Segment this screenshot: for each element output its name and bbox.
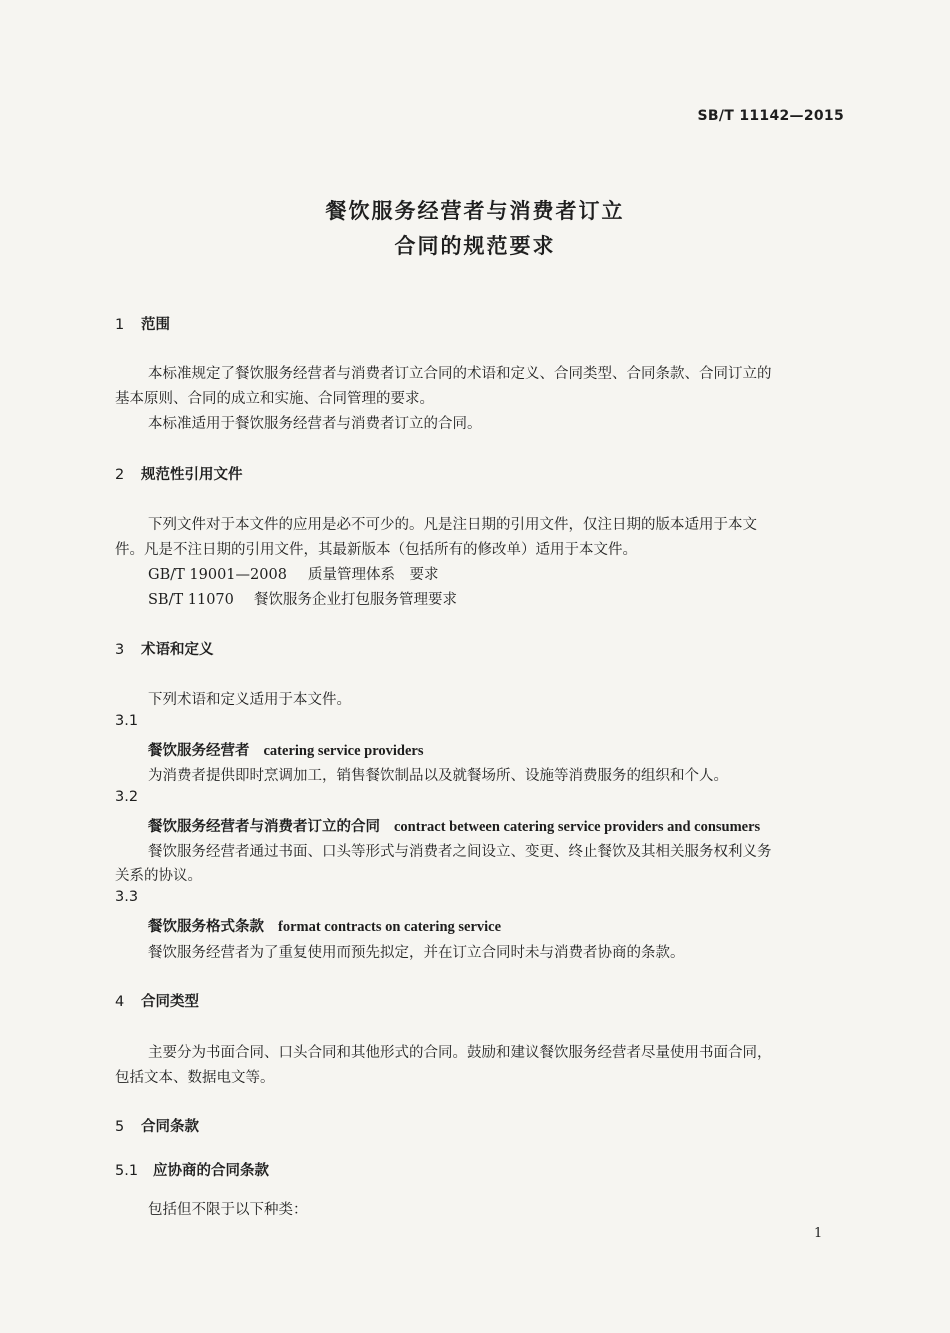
section-5-1-paragraph: 包括但不限于以下种类： bbox=[148, 1202, 308, 1218]
term-definition-line-2: 关系的协议。 bbox=[115, 868, 202, 884]
standard-code: SB/T 11142—2015 bbox=[697, 108, 844, 124]
term-definition: 为消费者提供即时烹调加工，销售餐饮制品以及就餐场所、设施等消费服务的组织和个人。 bbox=[148, 768, 728, 784]
term-number: 3.2 bbox=[115, 789, 139, 805]
term-heading: 餐饮服务经营者 catering service providers bbox=[148, 743, 424, 759]
section-4-paragraph-line-1: 主要分为书面合同、口头合同和其他形式的合同。鼓励和建议餐饮服务经营者尽量使用书面合同， bbox=[148, 1045, 772, 1061]
section-5-heading: 5 合同条款 bbox=[115, 1119, 199, 1135]
section-1-heading: 1 范围 bbox=[115, 317, 170, 333]
normative-reference: GB/T 19001—2008 质量管理体系 要求 bbox=[148, 567, 439, 583]
document-title-line-2: 合同的规范要求 bbox=[394, 234, 556, 258]
section-3-heading: 3 术语和定义 bbox=[115, 642, 214, 658]
normative-reference: SB/T 11070 餐饮服务企业打包服务管理要求 bbox=[148, 592, 457, 608]
term-heading: 餐饮服务经营者与消费者订立的合同 contract between catering service providers and consumers bbox=[148, 819, 761, 835]
term-heading: 餐饮服务格式条款 format contracts on catering service bbox=[148, 919, 502, 935]
section-3-intro: 下列术语和定义适用于本文件。 bbox=[148, 692, 351, 708]
section-4-heading: 4 合同类型 bbox=[115, 994, 199, 1010]
page-number: 1 bbox=[814, 1226, 823, 1241]
section-1-paragraph-1-line-2: 基本原则、合同的成立和实施、合同管理的要求。 bbox=[115, 391, 434, 407]
term-definition: 餐饮服务经营者为了重复使用而预先拟定，并在订立合同时未与消费者协商的条款。 bbox=[148, 945, 685, 961]
document-title-line-1: 餐饮服务经营者与消费者订立 bbox=[325, 199, 625, 223]
section-5-1-heading: 5.1 应协商的合同条款 bbox=[115, 1163, 269, 1179]
term-number: 3.3 bbox=[115, 889, 139, 905]
section-1-paragraph-1-line-1: 本标准规定了餐饮服务经营者与消费者订立合同的术语和定义、合同类型、合同条款、合同订立的 bbox=[148, 366, 772, 382]
section-1-paragraph-2: 本标准适用于餐饮服务经营者与消费者订立的合同。 bbox=[148, 416, 482, 432]
section-2-paragraph-line-1: 下列文件对于本文件的应用是必不可少的。凡是注日期的引用文件，仅注日期的版本适用于本文 bbox=[148, 517, 757, 533]
section-2-paragraph-line-2: 件。凡是不注日期的引用文件，其最新版本（包括所有的修改单）适用于本文件。 bbox=[115, 542, 637, 558]
term-number: 3.1 bbox=[115, 713, 139, 729]
section-2-heading: 2 规范性引用文件 bbox=[115, 467, 243, 483]
section-4-paragraph-line-2: 包括文本、数据电文等。 bbox=[115, 1070, 275, 1086]
term-definition-line-1: 餐饮服务经营者通过书面、口头等形式与消费者之间设立、变更、终止餐饮及其相关服务权利义务 bbox=[148, 844, 772, 860]
